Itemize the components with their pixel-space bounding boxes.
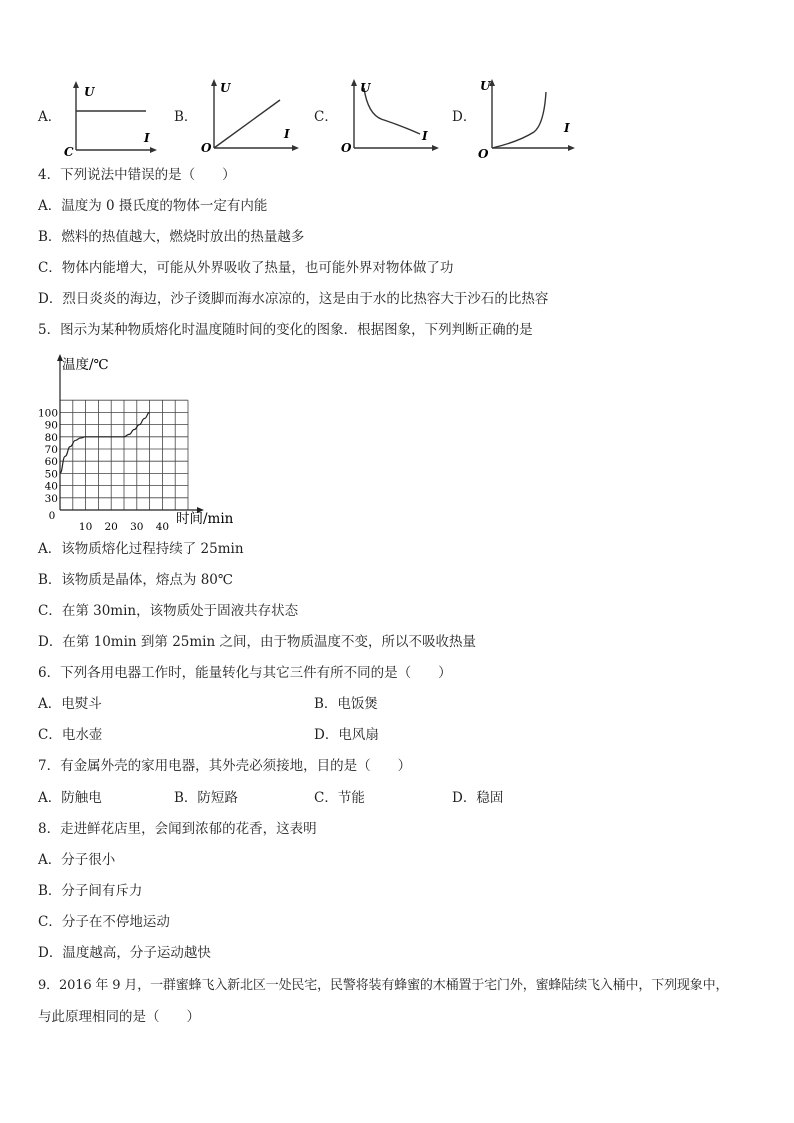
chart-y-tick-label: 50 [44,468,58,481]
q3-a-axis-y: U [84,85,95,99]
q7-option-c: C．节能 [314,790,365,806]
chart-y-tick-label: 80 [44,431,58,444]
q4-stem: 4．下列说法中错误的是（ ） [38,167,236,183]
q3-graph-a [60,80,160,160]
q3-graph-d [478,76,582,160]
q3-a-origin: C [64,145,74,159]
q7-option-a: A．防触电 [38,790,102,806]
chart-y-tick-label: 30 [44,492,58,505]
q5-option-a: A．该物质熔化过程持续了 25min [38,541,244,557]
q3-b-axis-y: U [220,81,231,95]
q4-option-b: B．燃料的热值越大，燃烧时放出的热量越多 [38,229,305,245]
chart-y-tick-label: 90 [44,419,58,432]
chart-x-tick-label: 10 [78,521,93,533]
chart-y-tick-label: 60 [44,456,58,469]
q5-option-d: D．在第 10min 到第 25min 之间，由于物质温度不变，所以不吸收热量 [38,634,476,650]
q3-option-c-label: C． [314,109,338,125]
q3-c-axis-y: U [360,81,371,95]
q5-temperature-chart [30,350,270,533]
q6-option-a: A．电熨斗 [38,696,102,712]
q7-option-b: B．防短路 [174,790,238,806]
q6-option-c: C．电水壶 [38,727,103,743]
chart-x-tick-label: 20 [104,521,118,533]
q3-option-a-label: A． [38,109,62,125]
q5-option-b: B．该物质是晶体，熔点为 80℃ [38,572,233,588]
q3-c-axis-x: I [422,129,428,143]
q8-option-b: B．分子间有斥力 [38,883,143,899]
q8-option-a: A．分子很小 [38,852,116,868]
q5-option-c: C．在第 30min，该物质处于固液共存状态 [38,603,299,619]
q5-stem: 5．图示为某种物质熔化时温度随时间的变化的图象．根据图象，下列判断正确的是 [38,322,533,338]
q3-c-origin: O [341,141,352,155]
q8-option-c: C．分子在不停地运动 [38,914,170,930]
q4-option-c: C．物体内能增大，可能从外界吸收了热量，也可能外界对物体做了功 [38,260,454,276]
chart-y-tick-label: 70 [44,444,58,456]
q8-option-d: D．温度越高，分子运动越快 [38,945,211,961]
q4-option-a: A．温度为 0 摄氏度的物体一定有内能 [38,198,268,214]
q3-option-d-label: D． [452,109,477,125]
chart-x-tick-label: 30 [130,521,144,533]
q9-stem-line2: 与此原理相同的是（ ） [38,1009,200,1025]
q3-option-b-label: B． [174,109,198,125]
q6-option-d: D．电风扇 [314,727,379,743]
q3-a-axis-x: I [144,131,150,145]
q7-stem: 7．有金属外壳的家用电器，其外壳必须接地，目的是（ ） [38,758,412,774]
chart-y-tick-label: 100 [37,407,58,420]
q3-b-origin: O [201,141,212,155]
chart-series-line-温度 [60,412,150,473]
chart-x-tick-label: 40 [155,521,170,533]
q4-option-d: D．烈日炎炎的海边，沙子烫脚而海水凉凉的，这是由于水的比热容大于沙石的比热容 [38,291,549,307]
q3-b-axis-x: I [284,127,290,141]
chart-xlabel: 时间/min [176,511,234,527]
q3-graph-b [200,78,300,158]
q3-d-origin: O [478,147,489,161]
q8-stem: 8．走进鲜花店里，会闻到浓郁的花香，这表明 [38,821,317,837]
q9-stem-line1: 9．2016 年 9 月，一群蜜蜂飞入新北区一处民宅，民警将装有蜂蜜的木桶置于宅门外，蜜蜂陆续飞入桶中，下列现象中， [38,978,729,993]
chart-y-tick-label: 40 [44,480,58,493]
q3-d-axis-y: U [480,79,491,93]
q3-graph-c [340,78,440,158]
q6-stem: 6．下列各用电器工作时，能量转化与其它三件有所不同的是（ ） [38,665,452,681]
chart-x-tick-label: 0 [48,510,56,522]
q3-d-axis-x: I [564,121,570,135]
chart-ylabel: 温度/℃ [62,357,109,373]
q6-option-b: B．电饭煲 [314,696,378,712]
q7-option-d: D．稳固 [452,790,504,806]
